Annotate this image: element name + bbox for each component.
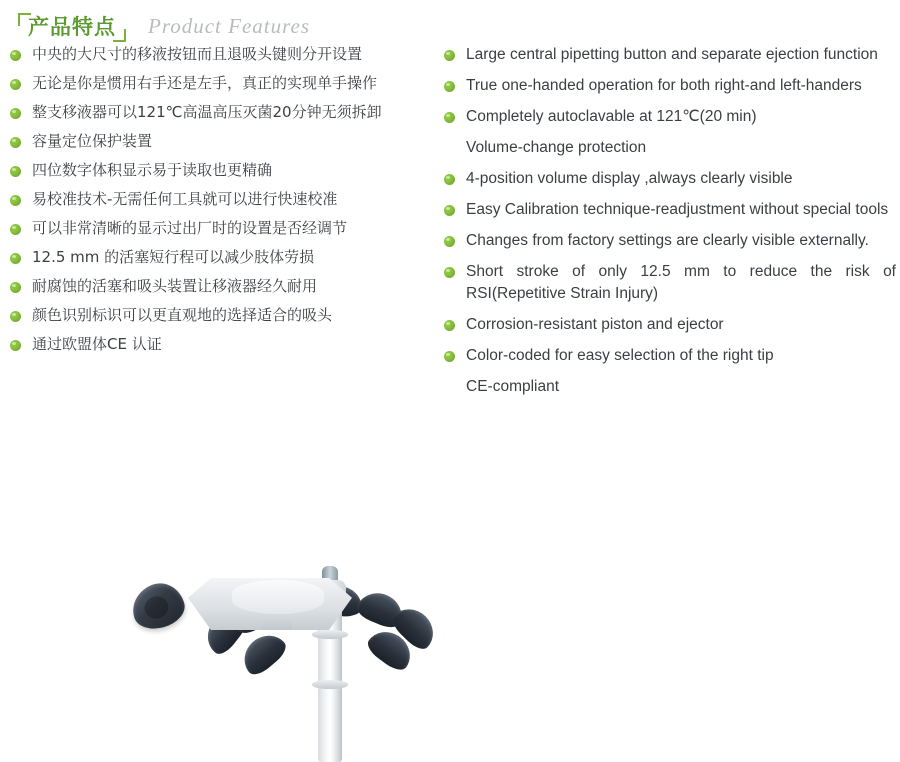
list-item — [6, 276, 438, 296]
feature-text: 4-position volume display ,always clearly visible — [466, 170, 793, 187]
feature-text: Color-coded for easy selection of the right tip — [466, 347, 774, 364]
feature-text: 四位数字体积显示易于读取也更精确 — [32, 161, 273, 179]
list-item — [440, 261, 896, 305]
bullet-dot-icon — [10, 79, 21, 90]
list-item — [440, 106, 896, 128]
list-item — [440, 44, 896, 66]
list-item — [6, 44, 438, 64]
pipette-holder-hook-icon — [236, 627, 291, 680]
bullet-dot-icon — [10, 195, 21, 206]
list-item — [6, 131, 438, 151]
bullet-dot-icon — [444, 267, 455, 278]
stand-base-notch — [262, 620, 292, 636]
bullet-dot-icon — [10, 311, 21, 322]
page-title-en: Product Features — [148, 14, 310, 38]
list-item — [440, 314, 896, 336]
features-column-chinese — [6, 44, 438, 363]
bullet-dot-icon — [10, 253, 21, 264]
feature-text: 颜色识别标识可以更直观地的选择适合的吸头 — [32, 306, 333, 324]
bullet-dot-icon — [10, 282, 21, 293]
bullet-dot-icon — [444, 236, 455, 247]
list-item — [6, 160, 438, 180]
list-item — [440, 376, 896, 398]
feature-text: 可以非常清晰的显示过出厂时的设置是否经调节 — [32, 219, 348, 237]
stand-base-top — [232, 580, 324, 614]
bullet-dot-icon — [10, 108, 21, 119]
feature-text: 无论是你是惯用右手还是左手，真正的实现单手操作 — [32, 74, 378, 92]
feature-text: 通过欧盟体CE 认证 — [32, 335, 162, 353]
feature-list-chinese — [6, 44, 438, 354]
bullet-dot-icon — [444, 50, 455, 61]
feature-text: 容量定位保护装置 — [32, 132, 153, 150]
title-cn-box — [18, 15, 126, 40]
list-item — [6, 305, 438, 325]
feature-text: Large central pipetting button and separate ejection function — [466, 46, 878, 63]
feature-text: Changes from factory settings are clearly visible externally. — [466, 232, 869, 249]
bullet-dot-icon — [10, 340, 21, 351]
feature-text: Corrosion-resistant piston and ejector — [466, 316, 724, 333]
list-item — [6, 247, 438, 267]
feature-text: 12.5 mm 的活塞短行程可以减少肢体劳损 — [32, 248, 315, 266]
feature-text: Volume-change protection — [466, 139, 647, 156]
list-item — [6, 218, 438, 238]
feature-list-english — [440, 44, 896, 398]
list-item — [6, 334, 438, 354]
stand-pole-ring — [312, 630, 348, 639]
feature-text: Easy Calibration technique-readjustment without special tools — [466, 201, 889, 218]
feature-text: 耐腐蚀的活塞和吸头装置让移液器经久耐用 — [32, 277, 318, 295]
features-column-english — [440, 44, 896, 407]
bullet-dot-icon — [10, 224, 21, 235]
corner-bracket-top-left-icon — [18, 13, 31, 26]
feature-text: Completely autoclavable at 121℃(20 min) — [466, 108, 757, 125]
page-title-cn: 产品特点 — [28, 15, 116, 39]
list-item — [6, 102, 438, 122]
bullet-dot-icon — [10, 137, 21, 148]
list-item — [440, 230, 896, 252]
bullet-dot-icon — [444, 205, 455, 216]
corner-bracket-bottom-right-icon — [113, 29, 126, 42]
product-image-pipette-stand — [120, 370, 420, 660]
feature-text: 中央的大尺寸的移液按钮而且退吸头键则分开设置 — [32, 45, 363, 63]
bullet-dot-icon — [444, 174, 455, 185]
list-item — [440, 137, 896, 159]
feature-text: 整支移液器可以121℃高温高压灭菌20分钟无须拆卸 — [32, 103, 382, 121]
list-item — [440, 199, 896, 221]
page-header — [18, 6, 310, 40]
pipette-stand — [180, 560, 360, 638]
bullet-dot-icon — [444, 320, 455, 331]
bullet-dot-icon — [444, 112, 455, 123]
feature-text: True one-handed operation for both right-and left-handers — [466, 77, 862, 94]
list-item — [440, 345, 896, 367]
list-item — [440, 75, 896, 97]
bullet-dot-icon — [10, 50, 21, 61]
brand-logo-mark — [292, 632, 308, 644]
feature-text: 易校准技术-无需任何工具就可以进行快速校准 — [32, 190, 338, 208]
stand-pole-ring — [312, 680, 348, 689]
bullet-dot-icon — [10, 166, 21, 177]
feature-text: Short stroke of only 12.5 mm to reduce the risk of RSI(Repetitive Strain Injury) — [466, 263, 896, 302]
bullet-dot-icon — [444, 351, 455, 362]
feature-text: CE-compliant — [466, 378, 560, 395]
bullet-dot-icon — [444, 81, 455, 92]
list-item — [6, 189, 438, 209]
list-item — [6, 73, 438, 93]
list-item — [440, 168, 896, 190]
stand-base-plate — [188, 578, 352, 630]
